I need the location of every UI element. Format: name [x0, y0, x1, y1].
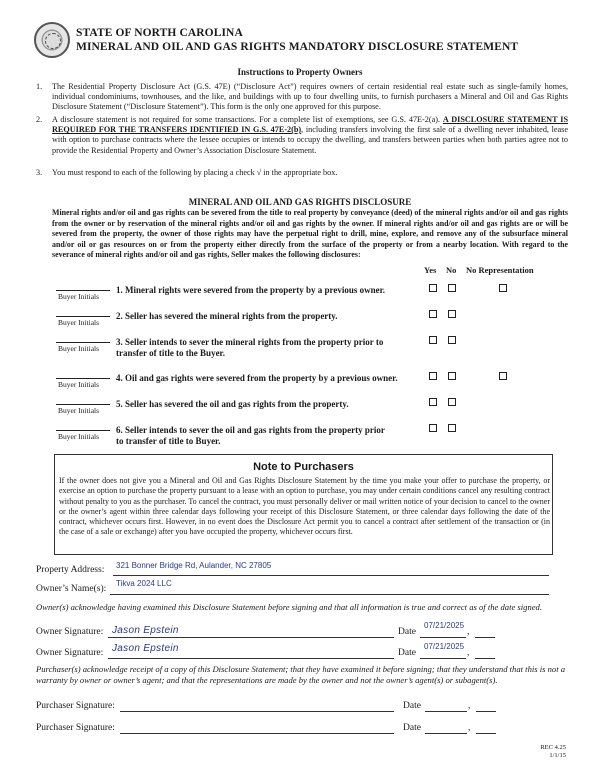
date-separator: , [467, 648, 470, 658]
instruction-number: 1. [36, 82, 43, 91]
question-text: 2. Seller has severed the mineral rights from the property. [116, 311, 338, 321]
note-to-purchasers-box [54, 454, 553, 555]
no-representation-checkbox[interactable] [499, 372, 507, 380]
question-line: to transfer of title to Buyer. [116, 436, 221, 446]
no-checkbox[interactable] [448, 424, 456, 432]
purchaser-signature-label: Purchaser Signature: [36, 723, 115, 733]
yes-checkbox[interactable] [429, 424, 437, 432]
note-text: If the owner does not give you a Mineral and Oil and Gas Rights Disclosure Statement by the time you make your offer to purchase the property, or exercise an option to purchase the property pursuant to a lease with an option to purchase, you may under certain conditions cancel any resulting contract without penalty to you as the purchaser. To cancel the contract, you must personally deliver or mail written notice of your decision to cancel to the owner or the owner’s agent within three calendar days following your receipt of this Disclosure Statement, or three calendar days following the date of the contract, whichever occurs first. However, in no event does the Disclosure Act permit you to cancel a contract after settlement of the transaction or (in the case of a sale or exchange) after you have occupied the property, whichever occurs first. [59, 476, 550, 537]
no-checkbox[interactable] [448, 398, 456, 406]
date-line[interactable] [425, 711, 467, 712]
buyer-initials-label: Buyer Initials [58, 432, 100, 441]
state-seal-icon [34, 22, 70, 58]
owners-name-line [110, 594, 549, 595]
owner-signature-line [108, 658, 394, 659]
note-title: Note to Purchasers [253, 461, 354, 473]
buyer-initials-label: Buyer Initials [58, 406, 100, 415]
disclosure-title: MINERAL AND OIL AND GAS RIGHTS DISCLOSURE [188, 197, 412, 207]
date-label: Date [398, 648, 416, 658]
buyer-initials-line[interactable] [56, 404, 110, 405]
form-code: REC 4.25 [540, 744, 566, 751]
column-no-representation: No Representation [466, 265, 534, 275]
instruction-number: 2. [36, 115, 43, 124]
question-text [116, 425, 421, 447]
owners-name-label: Owner’s Name(s): [36, 584, 107, 594]
year-line[interactable] [476, 733, 496, 734]
instruction-item-2 [52, 115, 568, 156]
purchaser-signature-line[interactable] [120, 733, 394, 734]
date-separator: , [468, 723, 471, 733]
instruction-item-1: The Residential Property Disclosure Act (G.S. 47E) (“Disclosure Act”) requires owners of certain residential real estate such as single-family homes, individual condominiums, townhouses, and the like, and buildings with up to four dwelling units, to furnish purchasers a Mineral and Oil and Gas Rights Disclosure Statement (“Disclosure Statement”). This form is the only one approved for this purpose. [52, 82, 568, 112]
property-address-field[interactable]: 321 Bonner Bridge Rd, Aulander, NC 27805 [116, 561, 272, 570]
owner-date-field[interactable]: 07/21/2025 [424, 642, 465, 651]
buyer-initials-line[interactable] [56, 378, 110, 379]
purchaser-acknowledgement: Purchaser(s) acknowledge receipt of a copy of this Disclosure Statement; that they have examined it before signing; that they understand that this is not a warranty by owner or owner’s agent; and that the representations are made by the owner and not the owner’s agent(s) or subagent(s). [36, 664, 566, 685]
owners-name-field[interactable]: Tikva 2024 LLC [116, 579, 172, 588]
property-address-label: Property Address: [36, 565, 105, 575]
form-title: MINERAL AND OIL AND GAS RIGHTS MANDATORY DISCLOSURE STATEMENT [76, 41, 519, 53]
year-line[interactable] [476, 711, 496, 712]
question-line: 6. Seller intends to sever the oil and gas rights from the property prior [116, 425, 385, 435]
instruction-number: 3. [36, 168, 43, 177]
property-address-line [113, 575, 549, 576]
buyer-initials-label: Buyer Initials [58, 344, 100, 353]
owner-date-field[interactable]: 07/21/2025 [424, 621, 465, 630]
instructions-title: Instructions to Property Owners [237, 67, 363, 77]
no-representation-checkbox[interactable] [499, 284, 507, 292]
buyer-initials-line[interactable] [56, 316, 110, 317]
question-text: 4. Oil and gas rights were severed from the property by a previous owner. [116, 373, 398, 383]
owner-signature-label: Owner Signature: [36, 648, 104, 658]
yes-checkbox[interactable] [429, 284, 437, 292]
owner-signature-field[interactable]: Jason Epstein [112, 625, 179, 636]
buyer-initials-label: Buyer Initials [58, 318, 100, 327]
year-line [475, 658, 495, 659]
yes-checkbox[interactable] [429, 398, 437, 406]
purchaser-signature-line[interactable] [120, 711, 394, 712]
instruction-emphasis: A DISCLOSURE STATEMENT IS REQUIRED FOR THE TRANSFERS IDENTIFIED IN G.S. 47E-2(b) [52, 115, 568, 135]
question-line: 3. Seller intends to sever the mineral rights from the property prior to [116, 337, 384, 347]
owner-signature-line [108, 637, 394, 638]
date-line [420, 637, 466, 638]
column-yes: Yes [424, 265, 437, 275]
date-label: Date [403, 701, 421, 711]
column-no: No [446, 265, 457, 275]
instruction-text: , including transfers involving the first sale of a dwelling never inhabited, lease with option to purchase contracts where the lessee occupies or intends to occupy the dwelling, and transfers between parties when both parties agree not to provide the Residential Property and Owner’s Association Disclosure Statement. [52, 125, 569, 155]
question-text [116, 337, 421, 359]
owner-signature-label: Owner Signature: [36, 627, 104, 637]
date-label: Date [398, 627, 416, 637]
date-separator: , [468, 701, 471, 711]
no-checkbox[interactable] [448, 336, 456, 344]
buyer-initials-label: Buyer Initials [58, 292, 100, 301]
question-line: transfer of title to the Buyer. [116, 348, 225, 358]
purchaser-signature-label: Purchaser Signature: [36, 701, 115, 711]
yes-checkbox[interactable] [429, 336, 437, 344]
state-heading: STATE OF NORTH CAROLINA [76, 27, 243, 39]
instruction-item-3: You must respond to each of the following by placing a check √ in the appropriate box. [52, 168, 338, 177]
question-text: 5. Seller has severed the oil and gas rights from the property. [116, 399, 349, 409]
no-checkbox[interactable] [448, 372, 456, 380]
date-line [420, 658, 466, 659]
date-separator: , [467, 627, 470, 637]
buyer-initials-line[interactable] [56, 290, 110, 291]
yes-checkbox[interactable] [429, 372, 437, 380]
date-label: Date [403, 723, 421, 733]
buyer-initials-label: Buyer Initials [58, 380, 100, 389]
disclosure-body: Mineral rights and/or oil and gas rights can be severed from the title to real property by conveyance (deed) of the mineral rights and/or oil and gas rights from the owner or by reservation of the mineral rights and/or oil and gas rights by the owner. If mineral rights and/or oil and gas rights are or will be severed from the property, the owner of those rights may have the perpetual right to drill, mine, explore, and remove any of the subsurface mineral and/or oil or gas resources on or from the property either directly from the surface of the property or from a nearby location. With regard to the severance of mineral rights and/or oil and gas rights, Seller makes the following disclosures: [52, 208, 568, 259]
instruction-text: A disclosure statement is not required for some transactions. For a complete list of exemptions, see G.S. 47E-2(a). [52, 115, 443, 124]
date-line[interactable] [425, 733, 467, 734]
buyer-initials-line[interactable] [56, 342, 110, 343]
no-checkbox[interactable] [448, 284, 456, 292]
year-line [475, 637, 495, 638]
owner-acknowledgement: Owner(s) acknowledge having examined this Disclosure Statement before signing and that all information is true and correct as of the date signed. [36, 602, 543, 612]
owner-signature-field[interactable]: Jason Epstein [112, 643, 179, 654]
question-text: 1. Mineral rights were severed from the property by a previous owner. [116, 285, 386, 295]
no-checkbox[interactable] [448, 310, 456, 318]
form-revision: 1/1/15 [549, 752, 566, 759]
yes-checkbox[interactable] [429, 310, 437, 318]
buyer-initials-line[interactable] [56, 430, 110, 431]
